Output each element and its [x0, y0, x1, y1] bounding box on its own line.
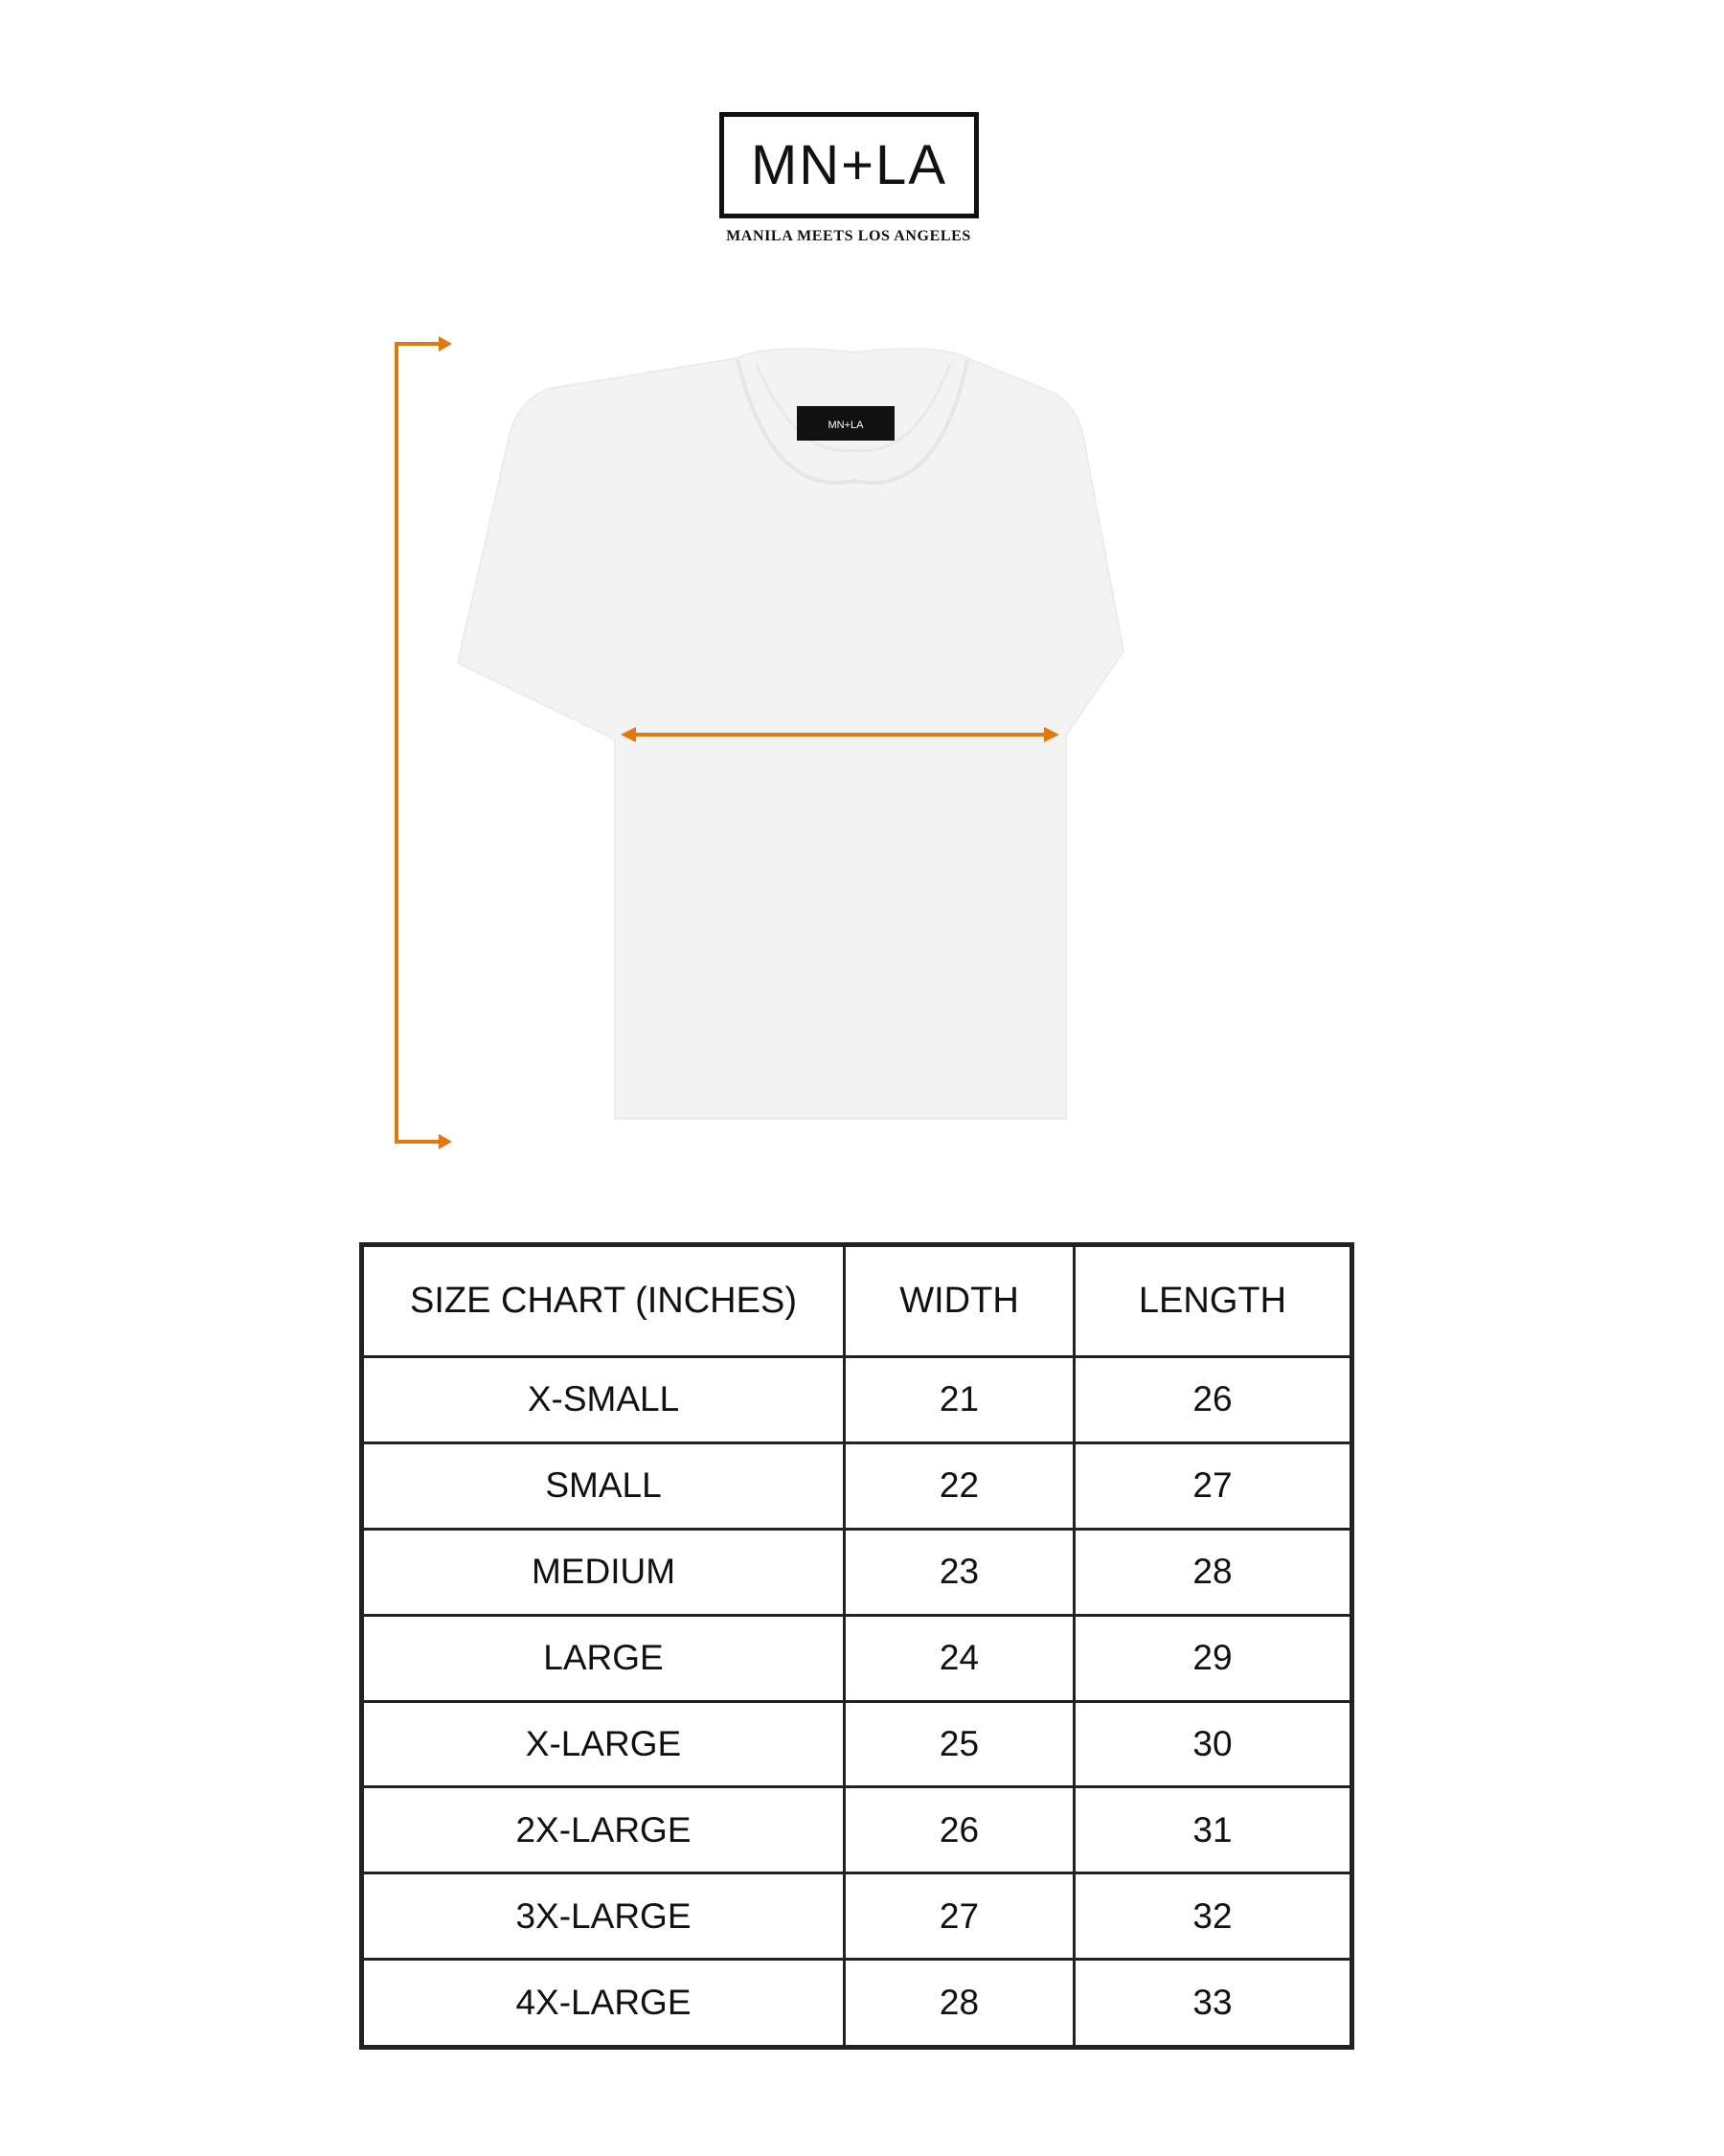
length-cell: 26	[1075, 1357, 1352, 1443]
width-cell: 22	[845, 1442, 1075, 1529]
table-row	[362, 1442, 1352, 1529]
length-cell: 29	[1075, 1615, 1352, 1701]
arrowhead-bottom	[439, 1134, 452, 1149]
size-chart-table	[359, 1242, 1354, 2050]
logo-text: MN+LA	[750, 133, 947, 196]
table-row	[362, 1529, 1352, 1615]
length-cell: 31	[1075, 1787, 1352, 1873]
table-row	[362, 1357, 1352, 1443]
length-cell: 28	[1075, 1529, 1352, 1615]
header-size: SIZE CHART (INCHES)	[362, 1245, 845, 1357]
size-cell: 3X-LARGE	[362, 1873, 845, 1960]
header-length: LENGTH	[1075, 1245, 1352, 1357]
size-cell: 2X-LARGE	[362, 1787, 845, 1873]
size-cell: SMALL	[362, 1442, 845, 1529]
size-cell: LARGE	[362, 1615, 845, 1701]
table-row	[362, 1615, 1352, 1701]
width-cell: 24	[845, 1615, 1075, 1701]
length-cell: 32	[1075, 1873, 1352, 1960]
size-cell: X-LARGE	[362, 1701, 845, 1787]
neck-label-text: MN+LA	[828, 420, 864, 431]
arrowhead-top	[439, 336, 452, 352]
width-cell: 23	[845, 1529, 1075, 1615]
size-cell: 4X-LARGE	[362, 1960, 845, 2048]
width-cell: 28	[845, 1960, 1075, 2048]
length-measurement-arrow	[397, 344, 442, 1142]
width-cell: 27	[845, 1873, 1075, 1960]
table-row	[362, 1701, 1352, 1787]
width-cell: 26	[845, 1787, 1075, 1873]
width-cell: 21	[845, 1357, 1075, 1443]
brand-tagline: MANILA MEETS LOS ANGELES	[726, 228, 971, 244]
table-row	[362, 1787, 1352, 1873]
length-cell: 27	[1075, 1442, 1352, 1529]
table-row	[362, 1873, 1352, 1960]
length-cell: 30	[1075, 1701, 1352, 1787]
table-header-row	[362, 1245, 1352, 1357]
length-cell: 33	[1075, 1960, 1352, 2048]
size-cell: X-SMALL	[362, 1357, 845, 1443]
size-cell: MEDIUM	[362, 1529, 845, 1615]
header-width: WIDTH	[845, 1245, 1075, 1357]
width-cell: 25	[845, 1701, 1075, 1787]
table-row	[362, 1960, 1352, 2048]
